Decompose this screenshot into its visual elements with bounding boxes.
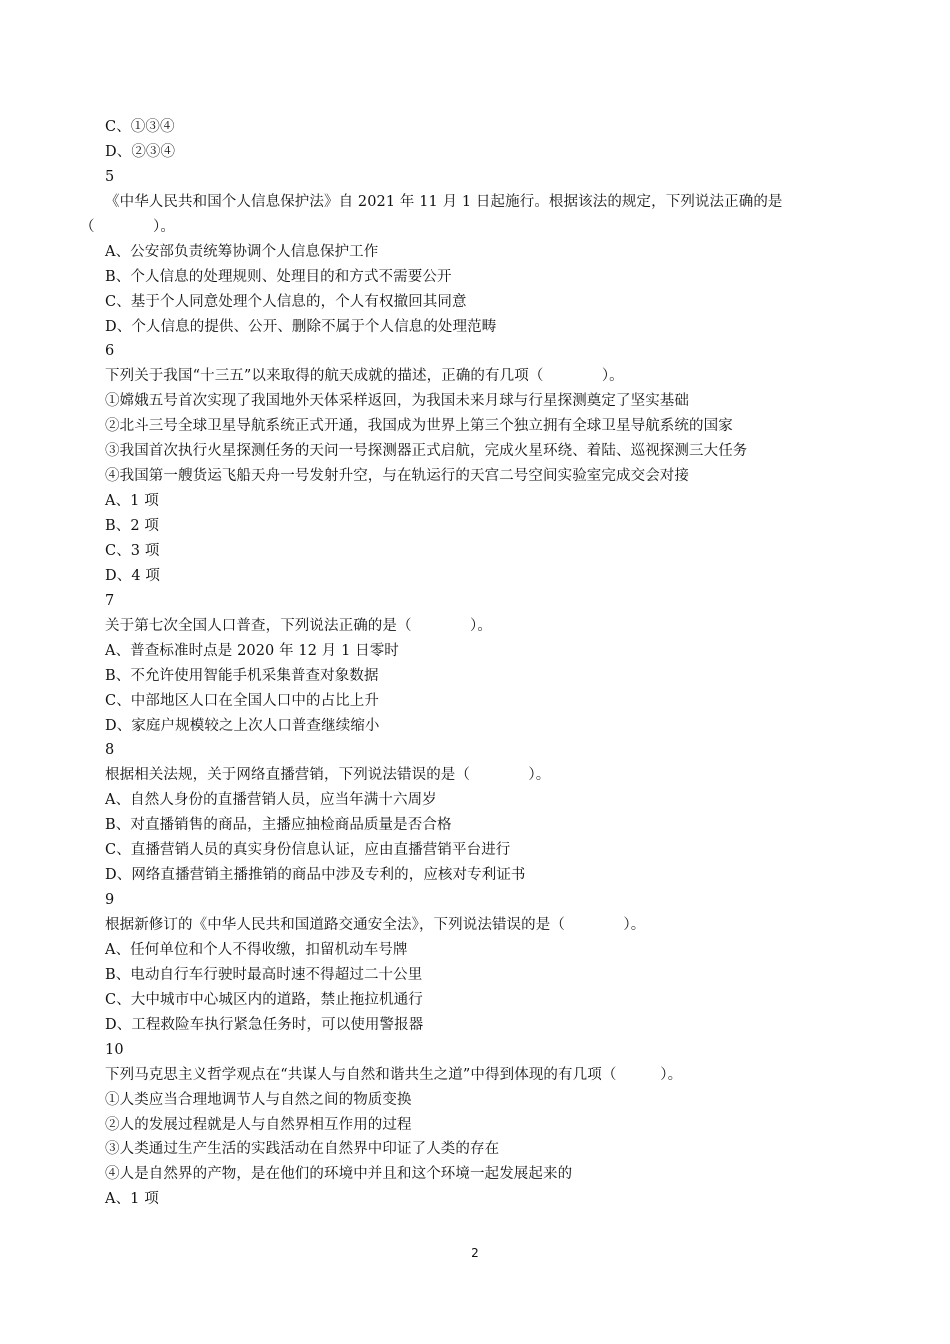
answer-option: B、电动自行车行驶时最高时速不得超过二十公里 xyxy=(105,966,423,983)
question-number: 8 xyxy=(105,742,115,759)
question-number: 5 xyxy=(105,168,115,185)
answer-option: C、基于个人同意处理个人信息的，个人有权撤回其同意 xyxy=(105,293,467,310)
statement-item: ①嫦娥五号首次实现了我国地外天体采样返回，为我国未来月球与行星探测奠定了坚实基础 xyxy=(105,393,689,410)
question-text: 关于第七次全国人口普查，下列说法正确的是（ ）。 xyxy=(105,617,492,634)
answer-option: C、直播营销人员的真实身份信息认证，应由直播营销平台进行 xyxy=(105,842,511,859)
question-number: 9 xyxy=(105,892,115,909)
answer-option: B、对直播销售的商品，主播应抽检商品质量是否合格 xyxy=(105,817,452,834)
question-text: 根据新修订的《中华人民共和国道路交通安全法》，下列说法错误的是（ ）。 xyxy=(105,917,646,933)
answer-option: C、大中城市中心城区内的道路，禁止拖拉机通行 xyxy=(105,991,423,1008)
question-list xyxy=(80,115,880,1212)
question-number: 6 xyxy=(105,343,115,360)
answer-option: D、网络直播营销主播推销的商品中涉及专利的，应核对专利证书 xyxy=(105,867,526,884)
statement-item: ④人是自然界的产物，是在他们的环境中并且和这个环境一起发展起来的 xyxy=(105,1166,573,1183)
answer-option: B、2 项 xyxy=(105,518,159,534)
page-number: 2 xyxy=(471,1246,479,1260)
question-number: 10 xyxy=(105,1041,124,1058)
answer-option: A、自然人身份的直播营销人员，应当年满十六周岁 xyxy=(105,792,437,809)
question-number: 7 xyxy=(105,592,115,609)
answer-option: D、4 项 xyxy=(105,567,160,584)
statement-item: ②人的发展过程就是人与自然界相互作用的过程 xyxy=(105,1116,412,1133)
answer-option: B、个人信息的处理规则、处理目的和方式不需要公开 xyxy=(105,268,452,285)
question-text: 《中华人民共和国个人信息保护法》自 2021 年 11 月 1 日起施行。根据该法的规定，下列说法正确的是 xyxy=(105,193,783,210)
question-text: 下列马克思主义哲学观点在“共谋人与自然和谐共生之道”中得到体现的有几项（ ）。 xyxy=(105,1066,683,1083)
answer-option: C、3 项 xyxy=(105,542,160,559)
answer-option: D、家庭户规模较之上次人口普查继续缩小 xyxy=(105,717,380,734)
answer-option: D、②③④ xyxy=(105,143,176,160)
question-text: 下列关于我国“十三五”以来取得的航天成就的描述，正确的有几项（ ）。 xyxy=(105,368,624,385)
answer-option: B、不允许使用智能手机采集普查对象数据 xyxy=(105,667,379,684)
answer-option: D、工程救险车执行紧急任务时，可以使用警报器 xyxy=(105,1016,424,1033)
answer-option: D、个人信息的提供、公开、删除不属于个人信息的处理范畴 xyxy=(105,318,497,335)
statement-item: ③我国首次执行火星探测任务的天问一号探测器正式启航，完成火星环绕、着陆、巡视探测三大任务 xyxy=(105,443,748,460)
answer-option: A、1 项 xyxy=(105,1191,159,1208)
question-text-continued: （ ）。 xyxy=(80,218,175,235)
answer-option: A、普查标准时点是 2020 年 12 月 1 日零时 xyxy=(105,642,399,659)
answer-option: A、1 项 xyxy=(105,493,159,510)
answer-option: C、中部地区人口在全国人口中的占比上升 xyxy=(105,692,379,709)
answer-option: A、公安部负责统筹协调个人信息保护工作 xyxy=(105,243,379,260)
statement-item: ③人类通过生产生活的实践活动在自然界中印证了人类的存在 xyxy=(105,1141,500,1158)
question-text: 根据相关法规，关于网络直播营销，下列说法错误的是（ ）。 xyxy=(105,767,551,784)
answer-option: C、①③④ xyxy=(105,119,175,135)
statement-item: ②北斗三号全球卫星导航系统正式开通，我国成为世界上第三个独立拥有全球卫星导航系统的国家 xyxy=(105,418,733,435)
statement-item: ①人类应当合理地调节人与自然之间的物质变换 xyxy=(105,1091,412,1108)
statement-item: ④我国第一艘货运飞船天舟一号发射升空，与在轨运行的天宫二号空间实验室完成交会对接 xyxy=(105,468,689,485)
answer-option: A、任何单位和个人不得收缴，扣留机动车号牌 xyxy=(105,941,408,958)
